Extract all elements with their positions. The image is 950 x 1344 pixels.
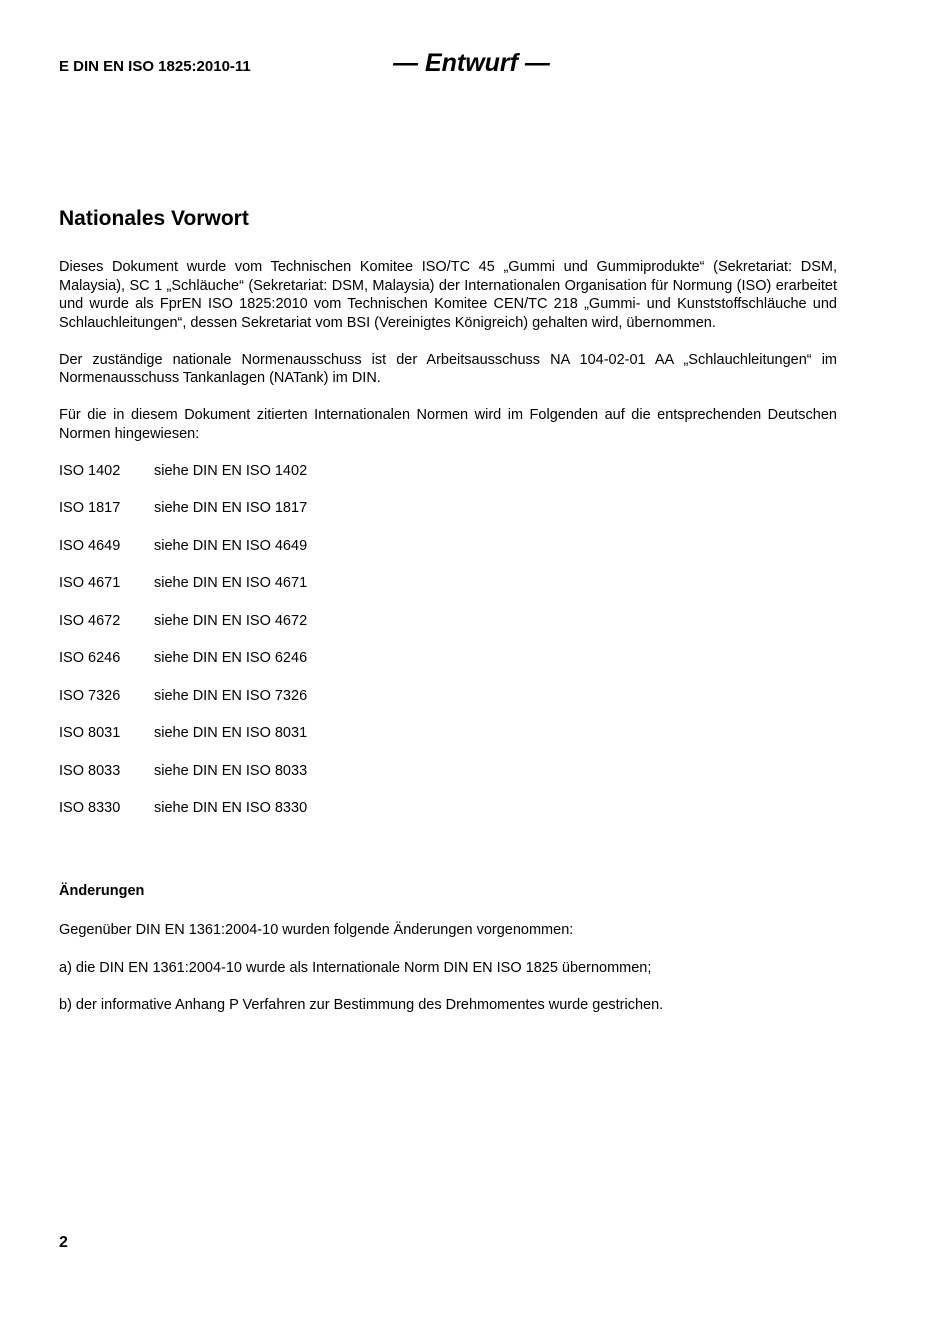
section-title: Nationales Vorwort <box>59 207 249 230</box>
reference-iso: ISO 4649 <box>59 537 121 554</box>
changes-intro: Gegenüber DIN EN 1361:2004-10 wurden folgende Änderungen vorgenommen: <box>59 922 574 938</box>
reference-din: siehe DIN EN ISO 8031 <box>154 725 308 741</box>
foreword-paragraph: Für die in diesem Dokument zitierten Internationalen Normen wird im Folgenden auf die entsprechenden Deutschen Normen hingewiesen: <box>59 407 837 442</box>
foreword-paragraph: Der zuständige nationale Normenausschuss ist der Arbeitsausschuss NA 104-02-01 AA „Schlauchleitungen“ im Normenausschuss Tankanlagen (NATank) im DIN. <box>59 351 837 386</box>
reference-iso: ISO 6246 <box>59 650 121 666</box>
changes-item: b) der informative Anhang P Verfahren zur Bestimmung des Drehmomentes wurde gestrichen. <box>59 997 664 1013</box>
foreword-body <box>59 258 837 837</box>
reference-row <box>59 649 837 668</box>
reference-iso: ISO 8031 <box>59 725 121 741</box>
reference-row <box>59 724 837 743</box>
draft-label: — Entwurf — <box>393 49 550 77</box>
reference-row <box>59 574 837 593</box>
reference-din: siehe DIN EN ISO 8330 <box>154 800 308 816</box>
reference-iso: ISO 4672 <box>59 612 121 629</box>
reference-row <box>59 462 837 481</box>
reference-row <box>59 799 837 818</box>
reference-din: siehe DIN EN ISO 6246 <box>154 650 308 666</box>
page-number: 2 <box>59 1234 68 1251</box>
reference-row <box>59 537 837 556</box>
changes-heading: Änderungen <box>59 883 145 899</box>
document-id: E DIN EN ISO 1825:2010-11 <box>59 58 251 75</box>
reference-row <box>59 499 837 518</box>
reference-din: siehe DIN EN ISO 1402 <box>154 462 308 479</box>
foreword-paragraph: Dieses Dokument wurde vom Technischen Komitee ISO/TC 45 „Gummi und Gummiprodukte“ (Sekretariat: DSM, Malaysia), SC 1 „Schläuche“ (Sekretariat: DSM, Malaysia) der Internationalen Organisation für Normung (ISO) erarbeitet und wurde als FprEN ISO 1825:2010 vom Technischen Komitee CEN/TC 218 „Gummi- und Kunststoffschläuche und Schlauchleitungen“, dessen Sekretariat vom BSI (Vereinigtes Königreich) gehalten wird, übernommen. <box>59 259 837 331</box>
reference-row <box>59 762 837 781</box>
reference-iso: ISO 1817 <box>59 500 121 516</box>
reference-iso: ISO 8330 <box>59 800 121 816</box>
reference-iso: ISO 1402 <box>59 462 121 479</box>
reference-row <box>59 612 837 631</box>
changes-body <box>59 921 837 1034</box>
reference-row <box>59 687 837 706</box>
reference-din: siehe DIN EN ISO 4649 <box>154 537 308 554</box>
reference-din: siehe DIN EN ISO 4671 <box>154 575 308 591</box>
reference-din: siehe DIN EN ISO 1817 <box>154 500 308 516</box>
reference-din: siehe DIN EN ISO 7326 <box>154 687 308 704</box>
reference-iso: ISO 7326 <box>59 687 121 704</box>
reference-din: siehe DIN EN ISO 4672 <box>154 612 308 629</box>
reference-din: siehe DIN EN ISO 8033 <box>154 762 308 779</box>
reference-iso: ISO 4671 <box>59 575 121 591</box>
reference-iso: ISO 8033 <box>59 762 121 779</box>
changes-item: a) die DIN EN 1361:2004-10 wurde als Internationale Norm DIN EN ISO 1825 übernommen; <box>59 959 652 976</box>
reference-list <box>59 462 837 818</box>
